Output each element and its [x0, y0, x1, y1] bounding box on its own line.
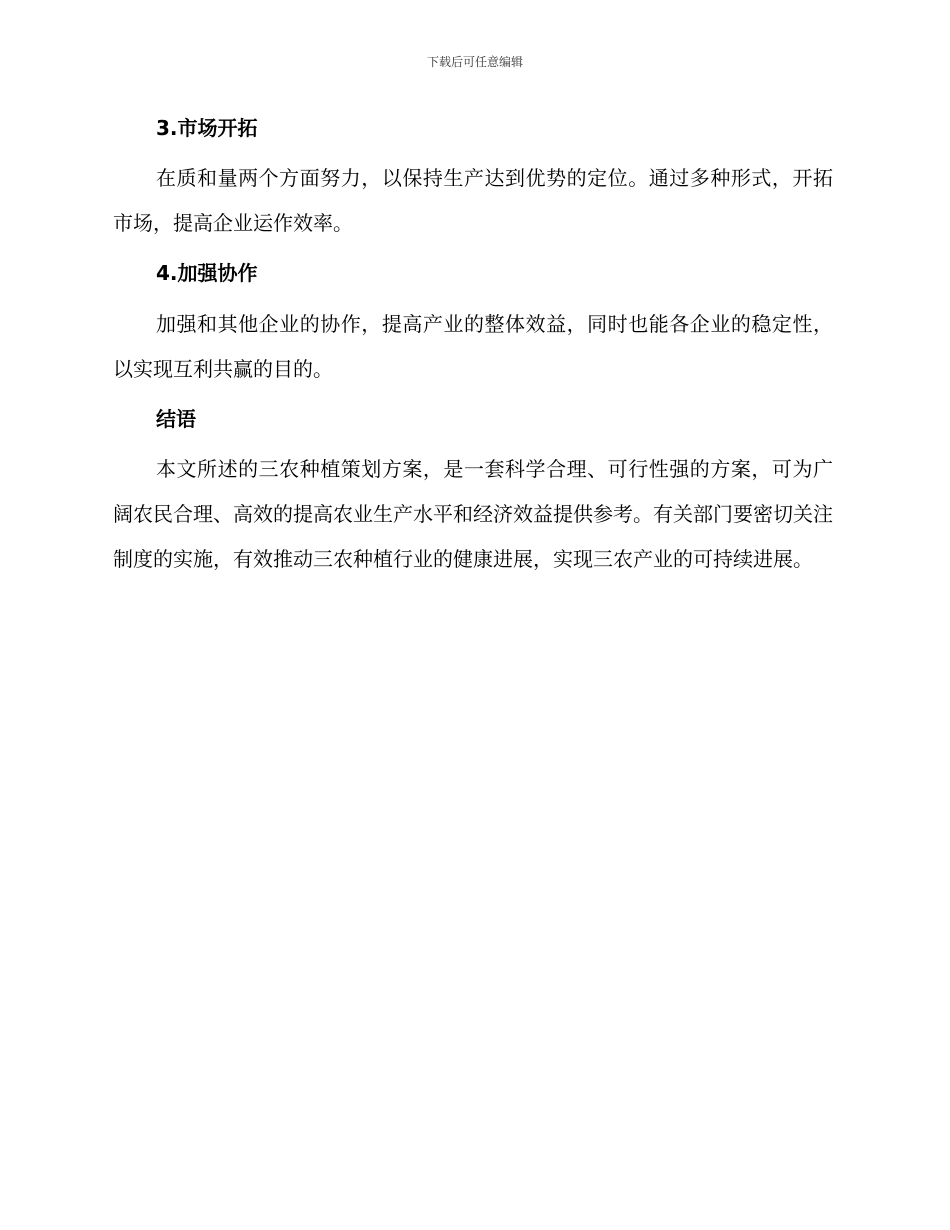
section-heading-conclusion: 结语 — [156, 407, 196, 431]
document-body — [113, 113, 833, 582]
section-paragraph-market: 在质和量两个方面努力，以保持生产达到优势的定位。通过多种形式，开拓市场，提高企业运作效率。 — [113, 166, 833, 235]
section-heading-cooperation: 4.加强协作 — [156, 261, 258, 285]
section-heading-market: 3.市场开拓 — [156, 116, 258, 140]
page-header: 下载后可任意编辑 — [426, 55, 523, 69]
section-paragraph-cooperation: 加强和其他企业的协作，提高产业的整体效益，同时也能各企业的稳定性，以实现互利共赢的目的。 — [113, 312, 833, 381]
section-paragraph-conclusion: 本文所述的三农种植策划方案，是一套科学合理、可行性强的方案，可为广阔农民合理、高效的提高农业生产水平和经济效益提供参考。有关部门要密切关注制度的实施，有效推动三农种植行业的健康进展，实现三农产业的可持续进展。 — [113, 457, 833, 571]
